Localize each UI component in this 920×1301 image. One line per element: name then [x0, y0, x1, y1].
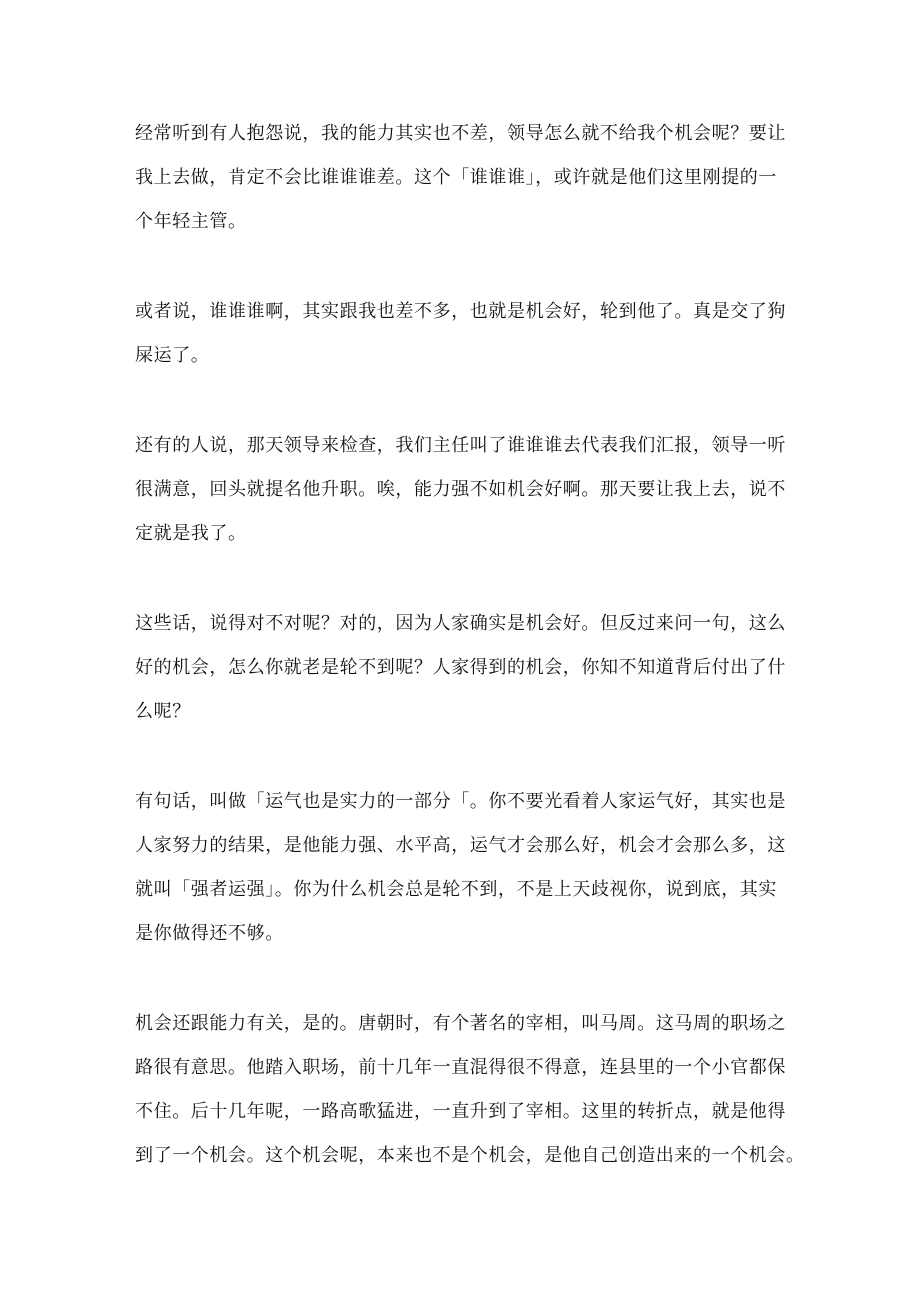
- text-line: 还有的人说，那天领导来检查，我们主任叫了谁谁谁去代表我们汇报，领导一听: [135, 435, 786, 456]
- text-line: 定就是我了。: [135, 523, 247, 544]
- text-line: 人家努力的结果，是他能力强、水平高，运气才会那么好，机会才会那么多，这: [135, 835, 786, 856]
- text-line: 好的机会，怎么你就老是轮不到呢？人家得到的机会，你知不知道背后付出了什: [135, 657, 786, 678]
- paragraph: [135, 424, 800, 556]
- paragraph: [135, 1002, 805, 1178]
- text-line: 经常听到有人抱怨说，我的能力其实也不差，领导怎么就不给我个机会呢？要让: [135, 123, 786, 144]
- text-line: 路很有意思。他踏入职场，前十几年一直混得很不得意，连县里的一个小官都保: [135, 1057, 786, 1078]
- text-line: 到了一个机会。这个机会呢，本来也不是个机会，是他自己创造出来的一个机会。: [135, 1145, 805, 1166]
- text-line: 我上去做，肯定不会比谁谁谁差。这个「谁谁谁」，或许就是他们这里刚提的一: [135, 167, 777, 188]
- paragraph: [135, 290, 800, 378]
- text-line: 是你做得还不够。: [135, 923, 284, 944]
- paragraph: [135, 780, 800, 956]
- text-line: 这些话，说得对不对呢？对的，因为人家确实是机会好。但反过来问一句，这么: [135, 613, 786, 634]
- paragraph: [135, 112, 800, 244]
- text-line: 有句话，叫做「运气也是实力的一部分「。你不要光看着人家运气好，其实也是: [135, 791, 786, 812]
- text-line: 屎运了。: [135, 345, 210, 366]
- text-line: 个年轻主管。: [135, 211, 247, 232]
- text-line: 不住。后十几年呢，一路高歌猛进，一直升到了宰相。这里的转折点，就是他得: [135, 1101, 786, 1122]
- text-line: 就叫「强者运强」。你为什么机会总是轮不到，不是上天歧视你，说到底，其实: [135, 879, 777, 900]
- text-line: 很满意，回头就提名他升职。唉，能力强不如机会好啊。那天要让我上去，说不: [135, 479, 786, 500]
- text-line: 或者说，谁谁谁啊，其实跟我也差不多，也就是机会好，轮到他了。真是交了狗: [135, 301, 786, 322]
- text-line: 么呢？: [135, 701, 191, 722]
- document-body: [135, 112, 805, 1224]
- text-line: 机会还跟能力有关，是的。唐朝时，有个著名的宰相，叫马周。这马周的职场之: [135, 1013, 786, 1034]
- paragraph: [135, 602, 800, 734]
